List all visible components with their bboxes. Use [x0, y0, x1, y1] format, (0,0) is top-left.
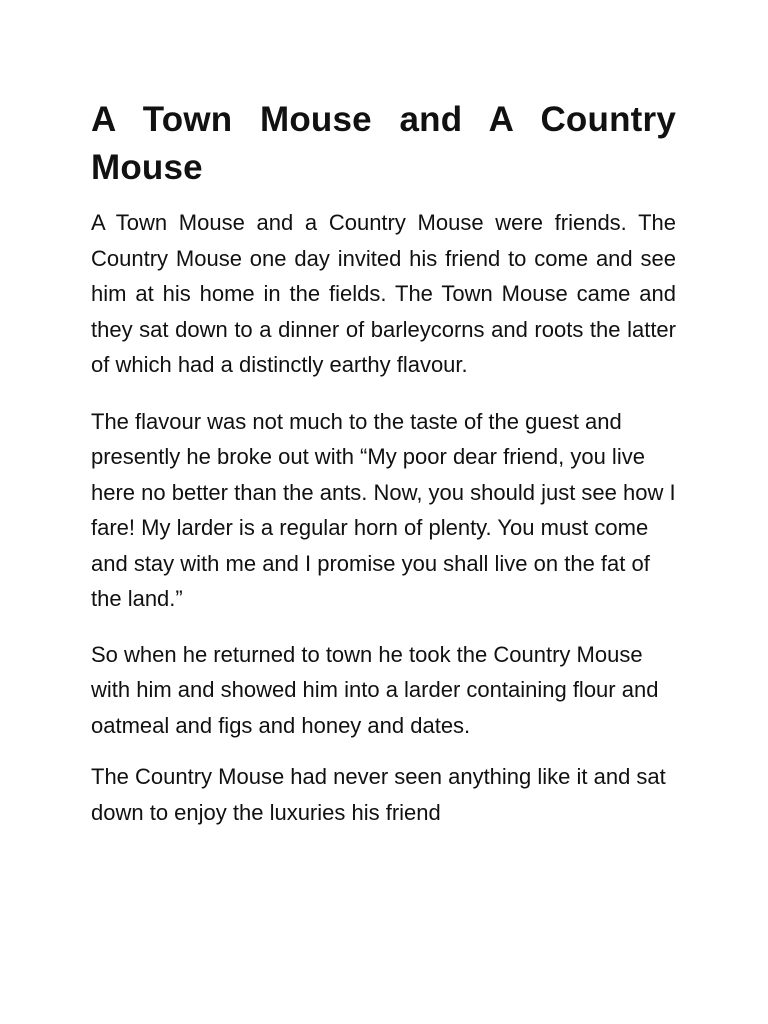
document-page: [91, 96, 676, 830]
paragraph-2: The flavour was not much to the taste of the guest and presently he broke out with “My poor dear friend, you live here no better than the ants. Now, you should just see how I fare! My larder is a regular horn of plenty. You must come and stay with me and I promise you shall live on the fat of the land.”: [91, 408, 676, 611]
story-title: A Town Mouse and A Country Mouse: [91, 100, 676, 187]
paragraph-3: So when he returned to town he took the Country Mouse with him and showed him into a larder containing flour and oatmeal and figs and honey and dates.: [91, 641, 659, 738]
paragraph-1: A Town Mouse and a Country Mouse were friends. The Country Mouse one day invited his friend to come and see him at his home in the fields. The Town Mouse came and they sat down to a dinner of barleycorns and roots the latter of which had a distinctly earthy flavour.: [91, 210, 676, 377]
paragraph-4: The Country Mouse had never seen anything like it and sat down to enjoy the luxuries his friend: [91, 764, 666, 825]
